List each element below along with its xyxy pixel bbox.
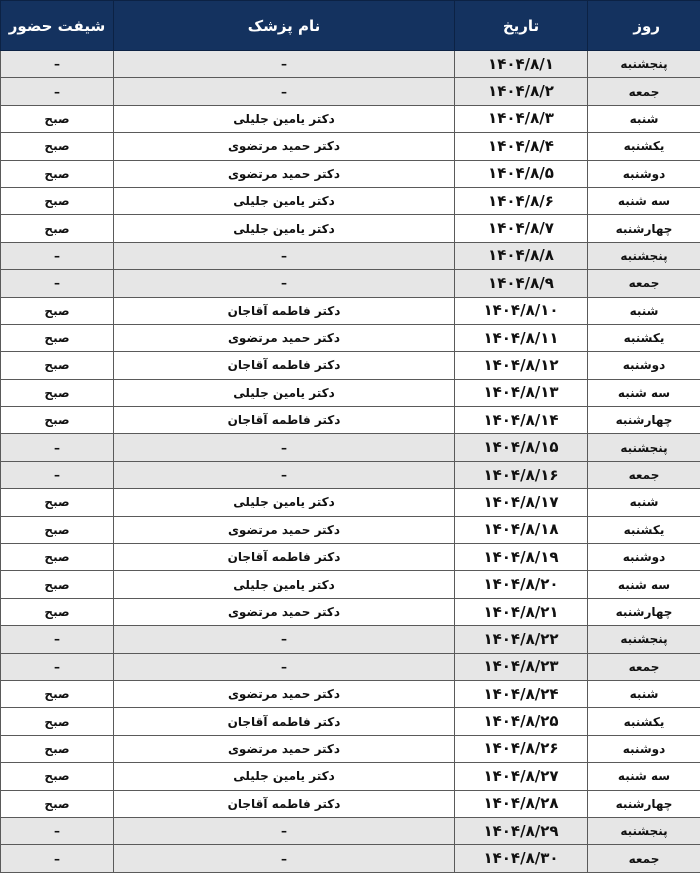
cell-shift: صبح	[1, 215, 114, 242]
cell-date: ۱۴۰۴/۸/۳۰	[455, 845, 588, 872]
table-row	[1, 379, 700, 406]
cell-doctor: دکتر فاطمه آقاجان	[114, 790, 455, 817]
cell-date: ۱۴۰۴/۸/۲۹	[455, 817, 588, 844]
cell-day: پنجشنبه	[588, 434, 700, 461]
cell-day: یکشنبه	[588, 324, 700, 351]
cell-doctor: دکتر یامین جلیلی	[114, 105, 455, 132]
cell-date: ۱۴۰۴/۸/۱۶	[455, 461, 588, 488]
cell-day: یکشنبه	[588, 133, 700, 160]
cell-date: ۱۴۰۴/۸/۲۲	[455, 626, 588, 653]
cell-doctor: دکتر یامین جلیلی	[114, 187, 455, 214]
cell-date: ۱۴۰۴/۸/۱۹	[455, 544, 588, 571]
cell-day: سه شنبه	[588, 763, 700, 790]
cell-date: ۱۴۰۴/۸/۷	[455, 215, 588, 242]
table-row	[1, 297, 700, 324]
table-row	[1, 763, 700, 790]
cell-day: سه شنبه	[588, 571, 700, 598]
cell-shift: –	[1, 51, 114, 78]
cell-shift: صبح	[1, 489, 114, 516]
cell-day: پنجشنبه	[588, 242, 700, 269]
cell-day: پنجشنبه	[588, 626, 700, 653]
cell-shift: صبح	[1, 407, 114, 434]
cell-shift: –	[1, 845, 114, 872]
cell-date: ۱۴۰۴/۸/۲۸	[455, 790, 588, 817]
cell-doctor: دکتر فاطمه آقاجان	[114, 544, 455, 571]
table-row	[1, 626, 700, 653]
cell-doctor: –	[114, 626, 455, 653]
table-row	[1, 653, 700, 680]
table-row	[1, 845, 700, 872]
cell-day: چهارشنبه	[588, 407, 700, 434]
cell-shift: صبح	[1, 133, 114, 160]
cell-doctor: –	[114, 78, 455, 105]
cell-day: جمعه	[588, 270, 700, 297]
cell-date: ۱۴۰۴/۸/۲۱	[455, 598, 588, 625]
cell-date: ۱۴۰۴/۸/۸	[455, 242, 588, 269]
cell-date: ۱۴۰۴/۸/۱۸	[455, 516, 588, 543]
cell-shift: صبح	[1, 571, 114, 598]
table-row	[1, 242, 700, 269]
cell-doctor: دکتر یامین جلیلی	[114, 489, 455, 516]
cell-shift: صبح	[1, 544, 114, 571]
cell-shift: صبح	[1, 735, 114, 762]
cell-day: پنجشنبه	[588, 51, 700, 78]
cell-day: سه شنبه	[588, 187, 700, 214]
cell-date: ۱۴۰۴/۸/۱	[455, 51, 588, 78]
cell-doctor: دکتر حمید مرتضوی	[114, 598, 455, 625]
cell-day: یکشنبه	[588, 516, 700, 543]
cell-date: ۱۴۰۴/۸/۱۷	[455, 489, 588, 516]
table-body	[1, 51, 700, 873]
cell-shift: صبح	[1, 324, 114, 351]
table-row	[1, 407, 700, 434]
cell-day: یکشنبه	[588, 708, 700, 735]
cell-doctor: دکتر حمید مرتضوی	[114, 133, 455, 160]
cell-doctor: –	[114, 653, 455, 680]
cell-date: ۱۴۰۴/۸/۴	[455, 133, 588, 160]
cell-day: شنبه	[588, 680, 700, 707]
table-row	[1, 680, 700, 707]
table-row	[1, 105, 700, 132]
cell-doctor: –	[114, 270, 455, 297]
cell-day: جمعه	[588, 845, 700, 872]
cell-date: ۱۴۰۴/۸/۲۵	[455, 708, 588, 735]
cell-shift: صبح	[1, 379, 114, 406]
cell-day: جمعه	[588, 461, 700, 488]
cell-doctor: دکتر فاطمه آقاجان	[114, 297, 455, 324]
cell-doctor: دکتر حمید مرتضوی	[114, 160, 455, 187]
table-row	[1, 708, 700, 735]
cell-day: پنجشنبه	[588, 817, 700, 844]
cell-date: ۱۴۰۴/۸/۹	[455, 270, 588, 297]
cell-day: سه شنبه	[588, 379, 700, 406]
cell-shift: –	[1, 817, 114, 844]
cell-doctor: دکتر یامین جلیلی	[114, 763, 455, 790]
cell-shift: صبح	[1, 297, 114, 324]
cell-doctor: دکتر حمید مرتضوی	[114, 324, 455, 351]
cell-shift: –	[1, 653, 114, 680]
cell-day: شنبه	[588, 489, 700, 516]
cell-date: ۱۴۰۴/۸/۲۷	[455, 763, 588, 790]
cell-date: ۱۴۰۴/۸/۲۳	[455, 653, 588, 680]
table-row	[1, 270, 700, 297]
cell-doctor: دکتر حمید مرتضوی	[114, 516, 455, 543]
cell-shift: –	[1, 270, 114, 297]
cell-shift: –	[1, 626, 114, 653]
cell-day: چهارشنبه	[588, 215, 700, 242]
table-row	[1, 790, 700, 817]
cell-date: ۱۴۰۴/۸/۲۴	[455, 680, 588, 707]
header-row	[1, 1, 700, 51]
table-row	[1, 215, 700, 242]
header-date: تاریخ	[455, 1, 588, 51]
cell-date: ۱۴۰۴/۸/۶	[455, 187, 588, 214]
table-row	[1, 489, 700, 516]
cell-shift: صبح	[1, 352, 114, 379]
cell-doctor: –	[114, 817, 455, 844]
cell-day: جمعه	[588, 78, 700, 105]
cell-doctor: دکتر یامین جلیلی	[114, 571, 455, 598]
cell-date: ۱۴۰۴/۸/۳	[455, 105, 588, 132]
cell-doctor: دکتر فاطمه آقاجان	[114, 407, 455, 434]
cell-date: ۱۴۰۴/۸/۱۳	[455, 379, 588, 406]
cell-doctor: دکتر فاطمه آقاجان	[114, 352, 455, 379]
cell-doctor: –	[114, 242, 455, 269]
cell-day: جمعه	[588, 653, 700, 680]
cell-shift: –	[1, 461, 114, 488]
cell-date: ۱۴۰۴/۸/۱۵	[455, 434, 588, 461]
table-row	[1, 51, 700, 78]
cell-date: ۱۴۰۴/۸/۱۲	[455, 352, 588, 379]
cell-shift: صبح	[1, 708, 114, 735]
cell-shift: صبح	[1, 516, 114, 543]
cell-shift: صبح	[1, 790, 114, 817]
table-row	[1, 735, 700, 762]
table-row	[1, 160, 700, 187]
cell-shift: –	[1, 242, 114, 269]
cell-shift: صبح	[1, 105, 114, 132]
header-doctor: نام پزشک	[114, 1, 455, 51]
cell-day: دوشنبه	[588, 544, 700, 571]
table-row	[1, 133, 700, 160]
table-row	[1, 817, 700, 844]
table-row	[1, 516, 700, 543]
cell-doctor: –	[114, 434, 455, 461]
table-row	[1, 352, 700, 379]
cell-date: ۱۴۰۴/۸/۵	[455, 160, 588, 187]
cell-doctor: دکتر فاطمه آقاجان	[114, 708, 455, 735]
cell-date: ۱۴۰۴/۸/۲۰	[455, 571, 588, 598]
table-row	[1, 461, 700, 488]
cell-shift: –	[1, 434, 114, 461]
cell-doctor: دکتر یامین جلیلی	[114, 215, 455, 242]
cell-doctor: –	[114, 51, 455, 78]
cell-date: ۱۴۰۴/۸/۱۴	[455, 407, 588, 434]
cell-doctor: –	[114, 461, 455, 488]
table-row	[1, 78, 700, 105]
cell-day: دوشنبه	[588, 735, 700, 762]
table-row	[1, 544, 700, 571]
cell-day: شنبه	[588, 297, 700, 324]
table-row	[1, 434, 700, 461]
table-row	[1, 598, 700, 625]
cell-day: شنبه	[588, 105, 700, 132]
cell-day: دوشنبه	[588, 160, 700, 187]
cell-doctor: دکتر یامین جلیلی	[114, 379, 455, 406]
cell-day: دوشنبه	[588, 352, 700, 379]
cell-date: ۱۴۰۴/۸/۱۰	[455, 297, 588, 324]
table-header	[1, 1, 700, 51]
cell-date: ۱۴۰۴/۸/۲	[455, 78, 588, 105]
cell-doctor: دکتر حمید مرتضوی	[114, 680, 455, 707]
cell-day: چهارشنبه	[588, 598, 700, 625]
cell-shift: صبح	[1, 160, 114, 187]
cell-shift: صبح	[1, 763, 114, 790]
cell-doctor: دکتر حمید مرتضوی	[114, 735, 455, 762]
header-shift: شیفت حضور	[1, 1, 114, 51]
cell-date: ۱۴۰۴/۸/۲۶	[455, 735, 588, 762]
cell-shift: –	[1, 78, 114, 105]
cell-doctor: –	[114, 845, 455, 872]
cell-day: چهارشنبه	[588, 790, 700, 817]
header-day: روز	[588, 1, 700, 51]
table-row	[1, 571, 700, 598]
cell-shift: صبح	[1, 598, 114, 625]
cell-shift: صبح	[1, 680, 114, 707]
table-row	[1, 187, 700, 214]
cell-date: ۱۴۰۴/۸/۱۱	[455, 324, 588, 351]
cell-shift: صبح	[1, 187, 114, 214]
table-row	[1, 324, 700, 351]
